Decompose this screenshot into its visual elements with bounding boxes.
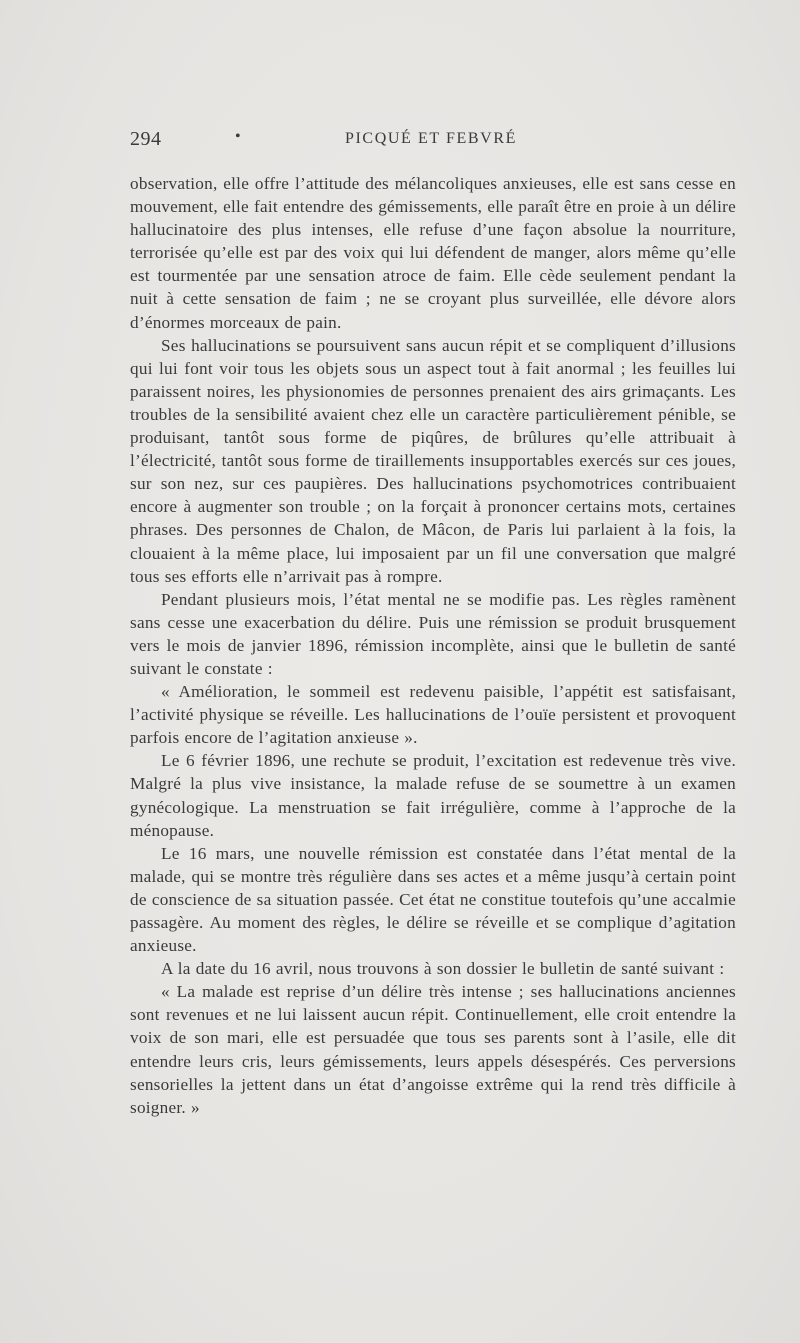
- paragraph: Le 6 février 1896, une rechute se produit, l’excitation est redevenue très vive. Malgré la plus vive insistance, la malade refuse de se soumettre à un examen gynécologique. La menstruation se fait irrégulière, comme à l’approche de la ménopause.: [130, 751, 736, 840]
- page-header: [130, 128, 736, 154]
- paragraph: Ses hallucinations se poursuivent sans aucun répit et se compliquent d’illusions qui lui font voir tous les objets sous un aspect tout à fait anormal ; les feuilles lui paraissent noires, les physionomies de personnes prenaient des airs grimaçants. Les troubles de la sensibilité avaient chez elle un caractère particulièrement pénible, se produisant, tantôt sous forme de piqûres, de brûlures qu’elle attribuait à l’électricité, tantôt sous forme de tiraillements insupportables exercés sur ces joues, sur son nez, sur ces paupières. Des hallucinations psychomotrices contribuaient encore à augmenter son trouble ; on la forçait à prononcer certains mots, certaines phrases. Des personnes de Chalon, de Mâcon, de Paris lui parlaient à la fois, la clouaient à la même place, lui imposaient par un fil une conversation que malgré tous ses efforts elle n’arrivait pas à rompre.: [130, 335, 736, 586]
- paragraph: Le 16 mars, une nouvelle rémission est constatée dans l’état mental de la malade, qui se montre très régulière dans ses actes et a même jusqu’à certain point de conscience de sa situation passée. Cet état ne constitue toutefois qu’une accalmie passagère. Au moment des règles, le délire se réveille et se complique d’agitation anxieuse.: [130, 843, 736, 956]
- running-head: PICQUÉ ET FEBVRÉ: [345, 130, 517, 147]
- paragraph: observation, elle offre l’attitude des mélancoliques anxieuses, elle est sans cesse en mouvement, elle fait entendre des gémissements, elle paraît être en proie à un délire hallucinatoire des plus intenses, elle refuse d’une façon absolue la nourriture, terrorisée qu’elle est par des voix qui lui défendent de manger, alors même qu’elle est tourmentée par une sensation atroce de faim. Elle cède seulement pendant la nuit à cette sensation de faim ; ne se croyant plus surveillée, elle dévore alors d’énormes morceaux de pain.: [130, 174, 736, 332]
- paragraph: A la date du 16 avril, nous trouvons à son dossier le bulletin de santé suivant :: [161, 959, 725, 979]
- page-number: 294: [130, 128, 162, 150]
- paragraph: « Amélioration, le sommeil est redevenu paisible, l’appétit est satisfaisant, l’activité physique se réveille. Les hallucinations de l’ouïe persistent et provoquent parfois encore de l’agitation anxieuse ».: [130, 682, 736, 748]
- paragraph: Pendant plusieurs mois, l’état mental ne se modifie pas. Les règles ramènent sans cesse une exacerbation du délire. Puis une rémission se produit brusquement vers le mois de janvier 1896, rémission incomplète, ainsi que le bulletin de santé suivant le constate :: [130, 589, 736, 678]
- body-text: [130, 172, 736, 1119]
- paragraph: « La malade est reprise d’un délire très intense ; ses hallucinations anciennes sont revenues et ne lui laissent aucun répit. Continuellement, elle croit entendre la voix de son mari, elle est persuadée que tous ses parents sont à l’asile, elle dit entendre leurs cris, leurs gémissements, leurs appels désespérés. Ces perversions sensorielles la jettent dans un état d’angoisse extrême qui la rend très difficile à soigner. »: [130, 982, 736, 1117]
- header-separator: •: [235, 128, 241, 145]
